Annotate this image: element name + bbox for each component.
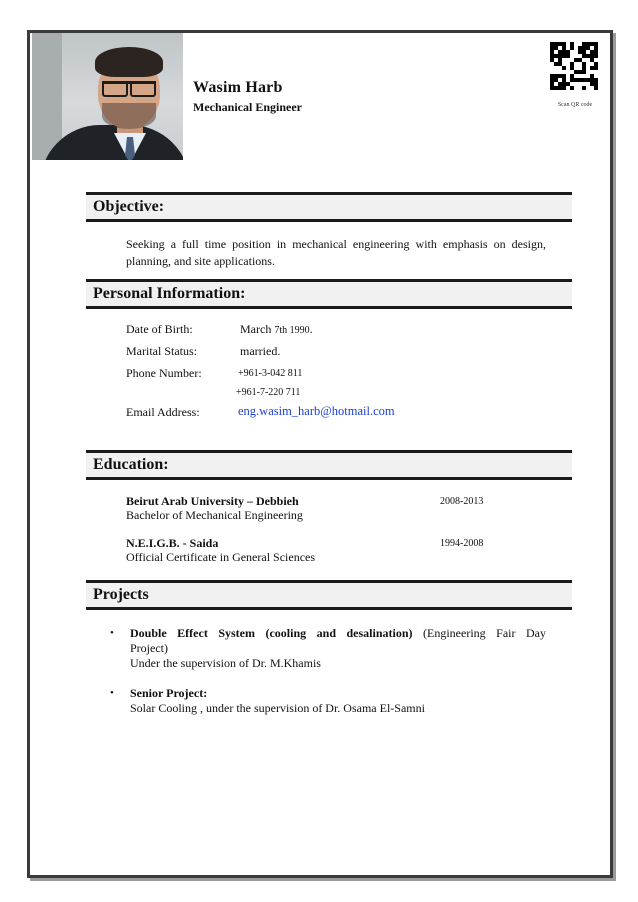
candidate-name: Wasim Harb: [193, 79, 283, 96]
dob-label: Date of Birth:: [126, 322, 193, 336]
section-heading-objective: Objective:: [86, 192, 572, 222]
email-label: Email Address:: [126, 405, 200, 419]
phone-value-2: +961-7-220 711: [236, 387, 301, 398]
section-heading-education: Education:: [86, 450, 572, 480]
project-title-1: Double Effect System (cooling and desalination): [130, 626, 413, 640]
phone-value-1: +961-3-042 811: [238, 368, 303, 379]
education-years-1: 2008-2013: [440, 496, 484, 507]
project-suffix-1: (Engineering Fair Day: [412, 626, 546, 640]
phone-label: Phone Number:: [126, 366, 202, 380]
project-detail-1: Under the supervision of Dr. M.Khamis: [130, 656, 321, 670]
candidate-title: Mechanical Engineer: [193, 100, 302, 114]
bullet-icon: •: [110, 627, 114, 639]
section-heading-projects: Projects: [86, 580, 572, 610]
education-years-2: 1994-2008: [440, 538, 484, 549]
education-school-1: Beirut Arab University – Debbieh: [126, 494, 299, 508]
marital-label: Marital Status:: [126, 344, 197, 358]
education-degree-1: Bachelor of Mechanical Engineering: [126, 508, 303, 522]
dob-value: March 7th 1990.: [240, 322, 313, 336]
marital-value: married.: [240, 344, 281, 358]
education-school-2: N.E.I.G.B. - Saida: [126, 536, 219, 550]
project-item-1: [110, 626, 546, 671]
objective-text: Seeking a full time position in mechanical engineering with emphasis on design, planning, and site applications.: [126, 237, 546, 268]
project-title-2: Senior Project:: [130, 686, 208, 700]
qr-caption: Scan QR code: [557, 102, 593, 108]
bullet-icon: •: [110, 687, 114, 699]
email-link[interactable]: eng.wasim_harb@hotmail.com: [238, 404, 395, 418]
qr-code-icon[interactable]: [550, 42, 598, 90]
project-suffix-2: Project): [130, 641, 168, 655]
education-degree-2: Official Certificate in General Sciences: [126, 550, 316, 564]
project-item-2: [110, 686, 546, 716]
header-name-block: [193, 79, 302, 115]
project-detail-2: Solar Cooling , under the supervision of Dr. Osama El-Samni: [130, 701, 425, 715]
section-heading-personal: Personal Information:: [86, 279, 572, 309]
profile-photo: [32, 33, 183, 160]
